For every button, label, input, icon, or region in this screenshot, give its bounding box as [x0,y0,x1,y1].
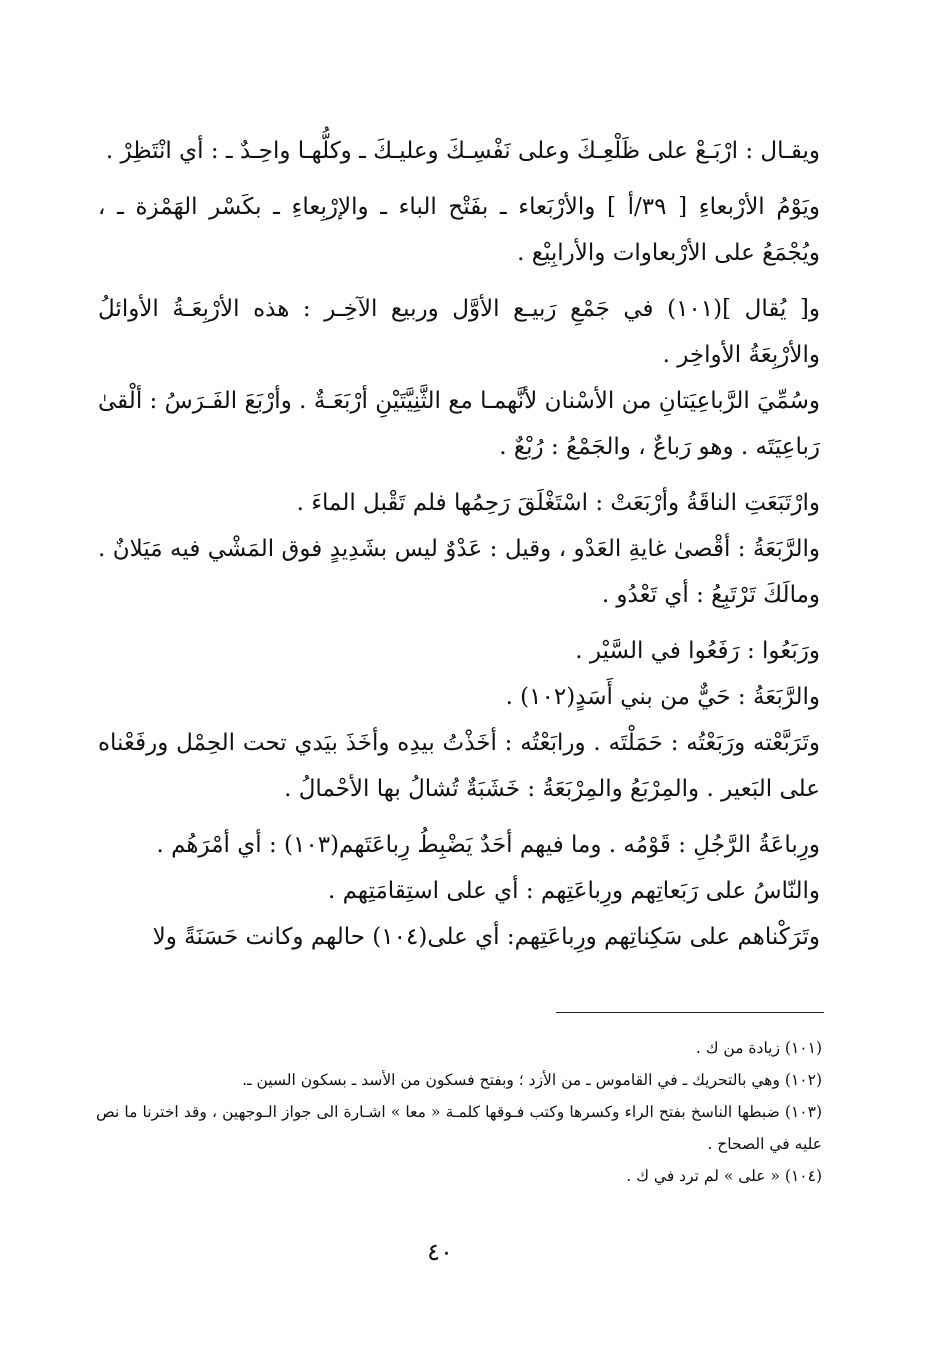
paragraph-istiqama: والنّاسُ على رَبَعاتِهم ورِباعَتِهم : أي على استِقامَتِهم . [327,878,820,904]
paragraph-rabaa-tribe: والرَّبَعَةُ : حَيٌّ من بني أَسَدٍ(١٠٢) . [505,684,820,710]
paragraph-rabaiyatan: وسُمِّيَ الرَّباعِيَتانِ من الأسْنان لأنَّهمـا مع الثَّنِيَّتَيْنِ أرْبَعَـةٌ . وأرْبَعَ الفَـرَسُ : ألْقىٰ رَباعِيَتَه . وهو رَباعٌ ، والجَمْعُ : رُبْعٌ . [98,388,820,460]
page-number: ٤٠ [427,1238,453,1266]
footnote-103: (١٠٣) ضبطها الناسخ بفتح الراء وكسرها وكتب فـوقها كلمـة « معا » اشـارة الى جواز الـوجهين ، وقد اخترنا ما نص عليه في الصحاح . [96,1103,822,1153]
paragraph-rabaa-run: والرَّبَعَةُ : أقْصىٰ غايةِ العَدْو ، وقيل : عَدْوٌ ليس بشَدِيدٍ فوق المَشْي فيه مَيَلانٌ . ومالَكَ تَرْتَبِعُ : أي تَعْدُو . [98,536,820,608]
footnotes [96,1032,822,1192]
paragraph-tarabbatuh: وتَرَبَّعْته ورَبَعْتُه : حَمَلْتَه . ورابَعْتُه : أخَذْتُ بيدِه وأخَذَ بيَدي تحت الحِمْل ورفَعْناه على البَعير . والمِرْبَعُ والمِرْبَعَةُ : خَشَبَةٌ تُشالُ بها الأحْمالُ . [98,730,820,802]
footnote-104: (١٠٤) « على » لم ترد في ك . [626,1167,822,1185]
footnote-101: (١٠١) زيادة من ك . [695,1039,822,1057]
footnote-102: (١٠٢) وهي بالتحريك ـ في القاموس ـ من الأزد ؛ وبفتح فسكون من الأسد ـ بسكون السين ـ. [242,1071,822,1089]
paragraph-sakinat: وتَرَكْناهم على سَكِناتِهم ورِباعَتِهم: أي على(١٠٤) حالهم وكانت حَسَنَةً ولا [152,924,820,950]
paragraph-irba: ويقـال : ارْبَـعْ على ظَلْعِـكَ وعلى نَفْسِـكَ وعليـكَ ـ وكلُّهـا واحِـدٌ ـ : أي انْتَظِرْ . [105,138,820,164]
main-text [98,128,820,960]
paragraph-ribaat-qawm: ورِباعَةُ الرَّجُلِ : قَوْمُه . وما فيهم أحَدٌ يَضْبِطُ رِباعَتَهم(١٠٣) : أي أمْرَهُم . [156,832,820,858]
paragraph-rabaau: ورَبَعُوا : رَفَعُوا في السَّيْر . [575,638,820,664]
footnote-separator [556,1012,824,1013]
paragraph-rabi-plural: و[ يُقال ](١٠١) في جَمْعِ رَبيـع الأوَّل وربيع الآخِـر : هذه الأرْبِعَـةُ الأوائلُ والأرْبِعَةُ الأواخِر . [98,296,820,368]
paragraph-irtabaat: وارْتَبَعَتِ الناقَةُ وأرْبَعَتْ : اسْتَغْلَقَ رَحِمُها فلم تَقْبل الماءَ . [296,490,820,516]
paragraph-arbiaa: ويَوْمُ الأرْبعاءِ [ ٣٩/أ ] والأرْبَعاء ـ بفَتْح الباء ـ والإرْبِعاءِ ـ بكَسْر الهَمْزة ـ ، ويُجْمَعُ على الأرْبعاوات والأرابِيْع . [98,194,820,266]
